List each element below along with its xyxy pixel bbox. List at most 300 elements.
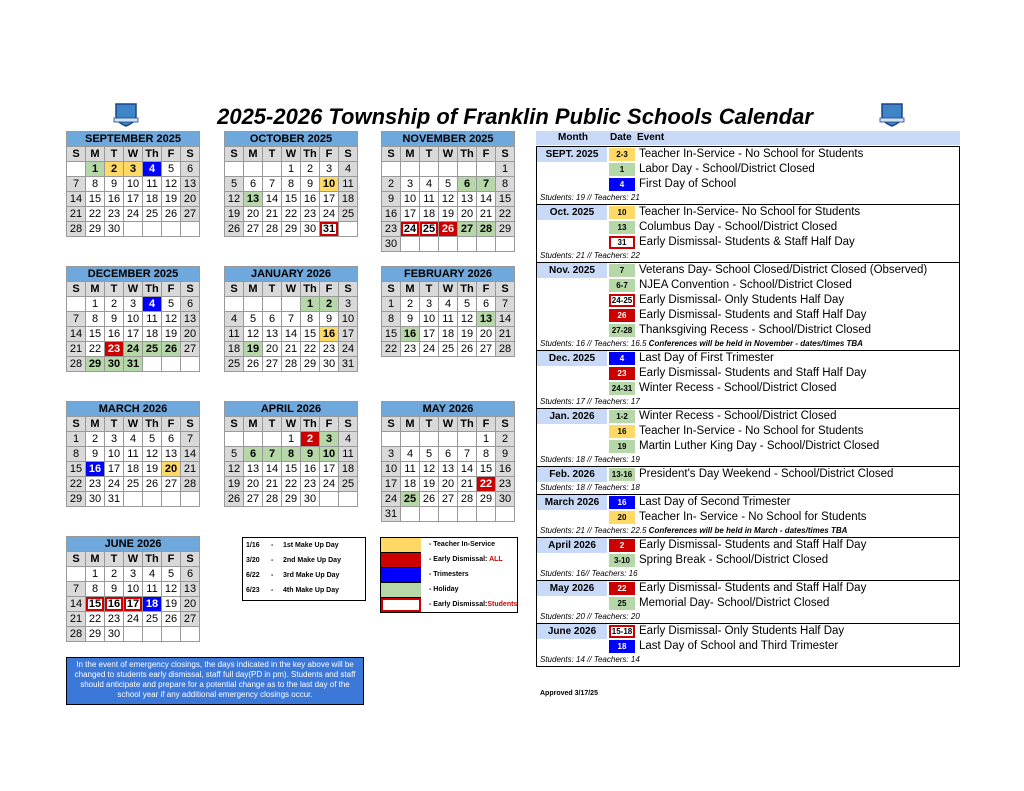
weekday-label: S xyxy=(339,282,358,297)
calendar-day: 27 xyxy=(244,492,263,507)
weekday-label: M xyxy=(86,552,105,567)
calendar-day: 21 xyxy=(477,207,496,222)
calendar-day: 10 xyxy=(401,192,420,207)
month-calendar xyxy=(381,266,515,357)
legend-text: Trimesters xyxy=(433,571,469,578)
empty-day xyxy=(439,432,458,447)
calendar-day: 6 xyxy=(181,297,200,312)
calendar-day: 3 xyxy=(401,177,420,192)
calendar-day: 2 xyxy=(382,177,401,192)
month-events-section xyxy=(536,624,960,667)
calendar-day: 12 xyxy=(225,192,244,207)
event-date: 13-16 xyxy=(609,468,635,481)
calendar-day: 13 xyxy=(244,192,263,207)
event-description: Columbus Day - School/District Closed xyxy=(639,221,838,233)
empty-day xyxy=(496,507,515,522)
makeup-day-row xyxy=(246,572,339,579)
event-row xyxy=(537,596,959,611)
calendar-day: 18 xyxy=(143,597,162,612)
dash: - xyxy=(271,587,274,594)
makeup-date: 3/20 xyxy=(246,557,260,564)
calendar-day: 30 xyxy=(105,222,124,237)
calendar-day: 10 xyxy=(124,177,143,192)
calendar-day: 19 xyxy=(458,327,477,342)
calendar-day: 20 xyxy=(181,327,200,342)
calendar-day: 15 xyxy=(86,327,105,342)
weekday-label: S xyxy=(67,147,86,162)
calendar-day: 3 xyxy=(382,447,401,462)
makeup-date: 6/23 xyxy=(246,587,260,594)
empty-day xyxy=(225,432,244,447)
calendar-day: 20 xyxy=(477,327,496,342)
calendar-day: 21 xyxy=(67,342,86,357)
calendar-day: 5 xyxy=(458,297,477,312)
approved-date: Approved 3/17/25 xyxy=(540,690,598,697)
event-date: 19 xyxy=(609,440,635,453)
calendar-day: 23 xyxy=(86,477,105,492)
calendar-day: 18 xyxy=(420,207,439,222)
calendar-day: 11 xyxy=(339,177,358,192)
calendar-day: 13 xyxy=(458,192,477,207)
event-date: 26 xyxy=(609,309,635,322)
weekday-label: S xyxy=(67,282,86,297)
calendar-day: 16 xyxy=(86,462,105,477)
calendar-day: 29 xyxy=(86,357,105,372)
calendar-day: 19 xyxy=(143,462,162,477)
calendar-day: 13 xyxy=(181,312,200,327)
header-event: Event xyxy=(637,132,665,143)
calendar-day: 5 xyxy=(439,177,458,192)
calendar-day: 12 xyxy=(420,462,439,477)
legend-swatch xyxy=(381,553,421,568)
calendar-day: 23 xyxy=(382,222,401,237)
calendar-day: 23 xyxy=(301,477,320,492)
weekday-label: S xyxy=(382,282,401,297)
weekday-label: Th xyxy=(143,552,162,567)
calendar-day: 10 xyxy=(382,462,401,477)
calendar-day: 1 xyxy=(301,297,320,312)
calendar-day: 26 xyxy=(143,477,162,492)
calendar-day: 18 xyxy=(143,327,162,342)
calendar-day: 7 xyxy=(263,447,282,462)
makeup-label: 3rd Make Up Day xyxy=(283,572,340,579)
weekday-label: Th xyxy=(301,282,320,297)
event-row xyxy=(537,624,959,639)
month-name: DECEMBER 2025 xyxy=(67,267,200,282)
event-date: 24-25 xyxy=(609,294,635,307)
weekday-label: Th xyxy=(301,417,320,432)
calendar-day: 25 xyxy=(143,207,162,222)
dash: - xyxy=(271,572,274,579)
month-name: APRIL 2026 xyxy=(225,402,358,417)
calendar-day: 20 xyxy=(181,192,200,207)
calendar-day: 12 xyxy=(162,582,181,597)
weekday-label: T xyxy=(105,282,124,297)
calendar-day: 16 xyxy=(105,597,124,612)
student-teacher-days: Students: 19 // Teachers: 21 xyxy=(540,193,640,202)
calendar-day: 3 xyxy=(124,162,143,177)
weekday-label: S xyxy=(181,147,200,162)
calendar-day: 30 xyxy=(86,492,105,507)
event-date: 7 xyxy=(609,264,635,277)
calendar-day: 22 xyxy=(477,477,496,492)
legend-label xyxy=(429,556,503,563)
weekday-label: F xyxy=(320,147,339,162)
calendar-day: 12 xyxy=(143,447,162,462)
weekday-label: M xyxy=(244,282,263,297)
event-description: Early Dismissal- Students & Staff Half Day xyxy=(639,236,855,248)
calendar-day: 27 xyxy=(439,492,458,507)
calendar-day: 24 xyxy=(124,612,143,627)
calendar-day: 9 xyxy=(301,177,320,192)
empty-day xyxy=(124,492,143,507)
calendar-day: 20 xyxy=(263,342,282,357)
calendar-day: 3 xyxy=(124,567,143,582)
weekday-label: W xyxy=(124,147,143,162)
calendar-day: 25 xyxy=(401,492,420,507)
calendar-day: 6 xyxy=(244,447,263,462)
weekday-label: T xyxy=(105,552,124,567)
event-row xyxy=(537,147,959,162)
calendar-day: 30 xyxy=(382,237,401,252)
calendar-day: 8 xyxy=(496,177,515,192)
calendar-day: 25 xyxy=(225,357,244,372)
dash: - xyxy=(271,557,274,564)
event-description: Teacher In-Service - No School for Students xyxy=(639,425,864,437)
student-teacher-days: Students: 17 // Teachers: 17 xyxy=(540,397,640,406)
month-calendar xyxy=(224,401,358,507)
calendar-day: 31 xyxy=(382,507,401,522)
weekday-label: S xyxy=(382,417,401,432)
empty-day xyxy=(263,297,282,312)
weekday-label: T xyxy=(420,282,439,297)
weekday-label: S xyxy=(225,417,244,432)
calendar-day: 8 xyxy=(86,582,105,597)
calendar-day: 5 xyxy=(225,447,244,462)
calendar-day: 14 xyxy=(263,462,282,477)
legend-extra: Students xyxy=(487,601,518,608)
event-description: NJEA Convention - School/District Closed xyxy=(639,279,852,291)
dash: - xyxy=(429,571,434,578)
event-description: Last Day of First Trimester xyxy=(639,352,774,364)
makeup-day-row xyxy=(246,542,339,549)
calendar-day: 23 xyxy=(301,207,320,222)
calendar-day: 16 xyxy=(301,462,320,477)
empty-day xyxy=(143,627,162,642)
month-events-section xyxy=(536,205,960,263)
calendar-day: 2 xyxy=(301,162,320,177)
calendar-day: 11 xyxy=(420,192,439,207)
calendar-day: 21 xyxy=(458,477,477,492)
calendar-day: 26 xyxy=(162,612,181,627)
calendar-day: 23 xyxy=(401,342,420,357)
calendar-day: 18 xyxy=(339,462,358,477)
weekday-label: W xyxy=(124,282,143,297)
calendar-day: 18 xyxy=(439,327,458,342)
student-teacher-days: Students: 16// Teachers: 16 xyxy=(540,569,638,578)
calendar-day: 9 xyxy=(86,447,105,462)
empty-day xyxy=(67,162,86,177)
calendar-day: 2 xyxy=(105,162,124,177)
calendar-day: 2 xyxy=(105,567,124,582)
empty-day xyxy=(420,162,439,177)
month-calendar xyxy=(66,401,200,507)
event-description: Teacher In-Service - No School for Students xyxy=(639,148,864,160)
calendar-day: 12 xyxy=(162,177,181,192)
dash: - xyxy=(429,556,434,563)
event-description: Thanksgiving Recess - School/District Closed xyxy=(639,324,872,336)
event-row xyxy=(537,263,959,278)
event-row xyxy=(537,639,959,654)
weekday-label: W xyxy=(439,282,458,297)
calendar-day: 21 xyxy=(67,612,86,627)
calendar-day: 5 xyxy=(244,312,263,327)
calendar-day: 16 xyxy=(401,327,420,342)
calendar-day: 15 xyxy=(477,462,496,477)
legend-swatch xyxy=(381,598,421,613)
weekday-label: W xyxy=(282,417,301,432)
month-name: MARCH 2026 xyxy=(67,402,200,417)
empty-day xyxy=(67,297,86,312)
weekday-label: M xyxy=(86,417,105,432)
legend-extra: ALL xyxy=(489,556,503,563)
calendar-day: 1 xyxy=(86,162,105,177)
makeup-day-row xyxy=(246,587,339,594)
calendar-day: 28 xyxy=(496,342,515,357)
calendar-day: 22 xyxy=(282,477,301,492)
color-legend xyxy=(380,537,518,613)
calendar-day: 3 xyxy=(420,297,439,312)
calendar-day: 17 xyxy=(320,462,339,477)
calendar-day: 6 xyxy=(181,162,200,177)
calendar-day: 20 xyxy=(244,477,263,492)
conference-note: Conferences will be held in March - dates/times TBA xyxy=(646,526,848,535)
header-date: Date xyxy=(610,132,632,143)
event-description: Early Dismissal- Only Students Half Day xyxy=(639,294,845,306)
calendar-day: 13 xyxy=(244,462,263,477)
event-description: Early Dismissal- Students and Staff Half Day xyxy=(639,539,867,551)
empty-day xyxy=(124,627,143,642)
calendar-day: 28 xyxy=(477,222,496,237)
student-teacher-days: Students: 21 // Teachers: 22 xyxy=(540,251,640,260)
calendar-day: 22 xyxy=(86,612,105,627)
weekday-label: S xyxy=(67,552,86,567)
weekday-label: M xyxy=(86,147,105,162)
weekday-label: T xyxy=(105,417,124,432)
calendar-day: 6 xyxy=(181,567,200,582)
event-date: 2-3 xyxy=(609,148,635,161)
calendar-day: 14 xyxy=(458,462,477,477)
event-row xyxy=(537,205,959,220)
calendar-day: 25 xyxy=(339,207,358,222)
calendar-day: 21 xyxy=(181,462,200,477)
month-calendar xyxy=(66,266,200,372)
event-row xyxy=(537,177,959,192)
district-crest-logo xyxy=(112,100,140,128)
calendar-day: 19 xyxy=(439,207,458,222)
calendar-day: 22 xyxy=(282,207,301,222)
calendar-day: 15 xyxy=(496,192,515,207)
calendar-day: 10 xyxy=(320,177,339,192)
calendar-day: 18 xyxy=(339,192,358,207)
header-month: Month xyxy=(558,132,588,143)
calendar-day: 8 xyxy=(86,312,105,327)
empty-day xyxy=(124,222,143,237)
calendar-day: 14 xyxy=(181,447,200,462)
calendar-day: 10 xyxy=(339,312,358,327)
event-month: April 2026 xyxy=(537,538,607,553)
calendar-day: 30 xyxy=(105,357,124,372)
calendar-day: 9 xyxy=(105,312,124,327)
month-events-section xyxy=(536,467,960,495)
calendar-day: 13 xyxy=(263,327,282,342)
weekday-label: F xyxy=(162,417,181,432)
calendar-day: 10 xyxy=(320,447,339,462)
calendar-day: 22 xyxy=(67,477,86,492)
calendar-day: 11 xyxy=(339,447,358,462)
calendar-day: 5 xyxy=(162,162,181,177)
student-teacher-days: Students: 16 // Teachers: 16.5 Conferences will be held in November - dates/times TBA xyxy=(540,339,863,348)
event-description: Martin Luther King Day - School/District Closed xyxy=(639,440,880,452)
legend-label xyxy=(429,601,517,608)
empty-day xyxy=(244,297,263,312)
calendar-day: 6 xyxy=(458,177,477,192)
weekday-label: S xyxy=(67,417,86,432)
weekday-label: M xyxy=(86,282,105,297)
empty-day xyxy=(162,222,181,237)
calendar-day: 4 xyxy=(225,312,244,327)
empty-day xyxy=(458,237,477,252)
events-header xyxy=(536,131,960,145)
calendar-day: 17 xyxy=(124,192,143,207)
event-description: Last Day of Second Trimester xyxy=(639,496,791,508)
empty-day xyxy=(420,507,439,522)
calendar-day: 6 xyxy=(244,177,263,192)
event-row xyxy=(537,278,959,293)
calendar-day: 14 xyxy=(67,597,86,612)
weekday-label: S xyxy=(181,417,200,432)
event-description: Early Dismissal- Students and Staff Half Day xyxy=(639,367,867,379)
event-description: Veterans Day- School Closed/District Closed (Observed) xyxy=(639,264,928,276)
calendar-day: 7 xyxy=(181,432,200,447)
empty-day xyxy=(458,162,477,177)
weekday-label: Th xyxy=(143,282,162,297)
event-row xyxy=(537,409,959,424)
calendar-day: 26 xyxy=(162,207,181,222)
event-date: 18 xyxy=(609,640,635,653)
calendar-day: 14 xyxy=(496,312,515,327)
event-month: Feb. 2026 xyxy=(537,467,607,482)
makeup-label: 1st Make Up Day xyxy=(283,542,339,549)
calendar-day: 19 xyxy=(162,192,181,207)
empty-day xyxy=(225,297,244,312)
month-events-section xyxy=(536,538,960,581)
empty-day xyxy=(181,492,200,507)
calendar-day: 25 xyxy=(143,342,162,357)
calendar-day: 22 xyxy=(496,207,515,222)
calendar-day: 22 xyxy=(86,207,105,222)
calendar-day: 25 xyxy=(339,477,358,492)
calendar-day: 26 xyxy=(439,222,458,237)
event-date: 1-2 xyxy=(609,410,635,423)
event-row xyxy=(537,235,959,250)
event-date: 16 xyxy=(609,496,635,509)
event-month: March 2026 xyxy=(537,495,607,510)
calendar-day: 13 xyxy=(162,447,181,462)
weekday-label: W xyxy=(282,147,301,162)
event-description: Spring Break - School/District Closed xyxy=(639,554,829,566)
dash: - xyxy=(429,541,434,548)
calendar-day: 3 xyxy=(105,432,124,447)
calendar-day: 31 xyxy=(124,357,143,372)
calendar-day: 13 xyxy=(181,177,200,192)
calendar-day: 14 xyxy=(477,192,496,207)
calendar-day: 13 xyxy=(181,582,200,597)
calendar-day: 24 xyxy=(420,342,439,357)
empty-day xyxy=(181,627,200,642)
event-description: Winter Recess - School/District Closed xyxy=(639,410,837,422)
calendar-day: 23 xyxy=(105,342,124,357)
empty-day xyxy=(420,432,439,447)
calendar-day: 1 xyxy=(86,297,105,312)
calendar-day: 4 xyxy=(143,297,162,312)
empty-day xyxy=(439,507,458,522)
calendar-day: 2 xyxy=(401,297,420,312)
calendar-day: 25 xyxy=(439,342,458,357)
calendar-day: 9 xyxy=(105,582,124,597)
calendar-day: 27 xyxy=(162,477,181,492)
calendar-day: 4 xyxy=(143,567,162,582)
calendar-day: 6 xyxy=(439,447,458,462)
event-row xyxy=(537,439,959,454)
empty-day xyxy=(320,492,339,507)
weekday-label: Th xyxy=(301,147,320,162)
event-date: 4 xyxy=(609,178,635,191)
legend-text: Early Dismissal: xyxy=(433,556,490,563)
makeup-date: 1/16 xyxy=(246,542,260,549)
calendar-day: 3 xyxy=(320,432,339,447)
calendar-day: 26 xyxy=(225,492,244,507)
dash: - xyxy=(271,542,274,549)
calendar-day: 3 xyxy=(339,297,358,312)
event-row xyxy=(537,553,959,568)
calendar-day: 31 xyxy=(339,357,358,372)
calendar-day: 23 xyxy=(105,612,124,627)
weekday-label: W xyxy=(282,282,301,297)
calendar-day: 27 xyxy=(181,342,200,357)
event-month: Dec. 2025 xyxy=(537,351,607,366)
legend-label xyxy=(429,541,495,548)
calendar-day: 2 xyxy=(86,432,105,447)
calendar-day: 5 xyxy=(143,432,162,447)
event-date: 31 xyxy=(609,236,635,249)
calendar-day: 11 xyxy=(143,312,162,327)
event-description: Early Dismissal- Students and Staff Half Day xyxy=(639,309,867,321)
weekday-label: T xyxy=(263,147,282,162)
calendar-day: 17 xyxy=(124,327,143,342)
month-events-section xyxy=(536,146,960,205)
calendar-day: 27 xyxy=(263,357,282,372)
calendar-day: 9 xyxy=(301,447,320,462)
calendar-day: 20 xyxy=(181,597,200,612)
calendar-day: 17 xyxy=(124,597,143,612)
month-events-section xyxy=(536,409,960,467)
event-month: Jan. 2026 xyxy=(537,409,607,424)
empty-day xyxy=(143,357,162,372)
calendar-day: 18 xyxy=(124,462,143,477)
empty-day xyxy=(339,222,358,237)
empty-day xyxy=(181,357,200,372)
